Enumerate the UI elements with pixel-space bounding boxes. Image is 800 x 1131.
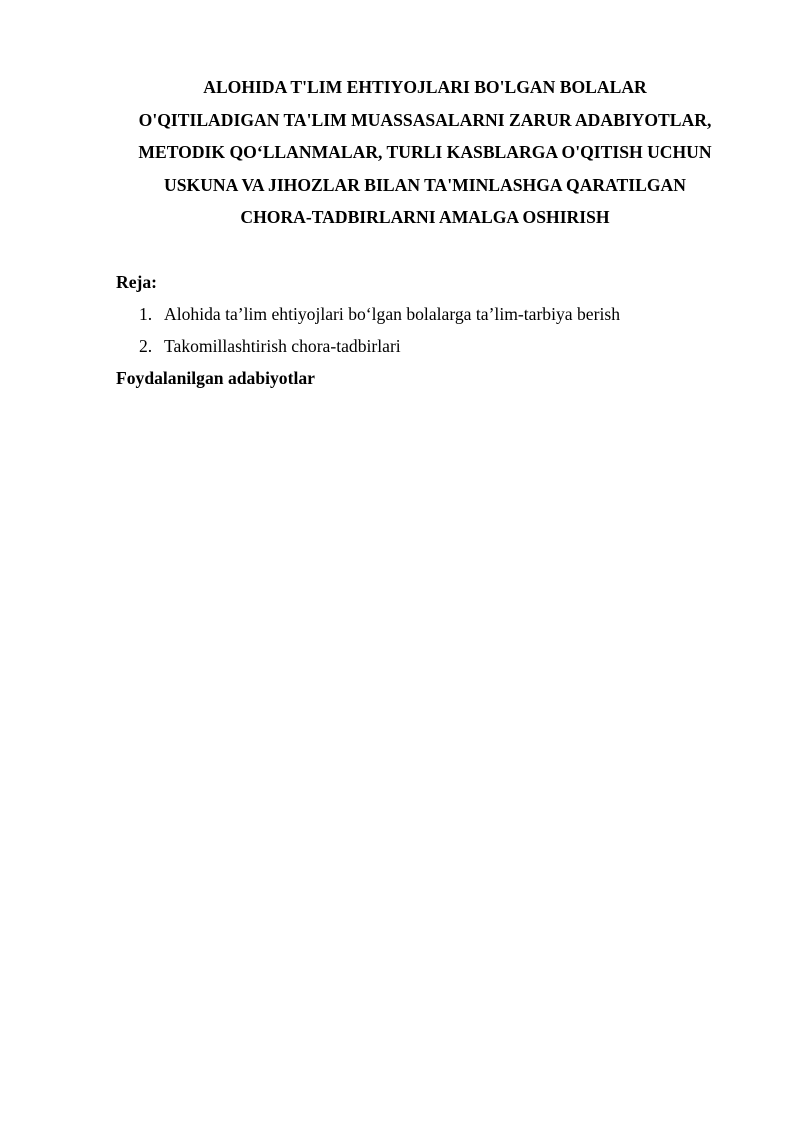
plan-item (116, 298, 756, 330)
plan-item-number: 1. (139, 304, 153, 324)
title-line: CHORA-TADBIRLARNI AMALGA OSHIRISH (240, 207, 610, 228)
plan-heading: Reja: (116, 272, 158, 292)
title-line: USKUNA VA JIHOZLAR BILAN TA'MINLASHGA QARATILGAN (164, 174, 686, 195)
title-line: O'QITILADIGAN TA'LIM MUASSASALARNI ZARUR ADABIYOTLAR, (138, 109, 712, 130)
plan-item-text: Alohida ta’lim ehtiyojlari bo‘lgan bolalarga ta’lim-tarbiya berish (164, 304, 620, 324)
plan-section (116, 266, 756, 394)
plan-item-text: Takomillashtirish chora-tadbirlari (164, 336, 401, 356)
document-title (110, 71, 740, 234)
title-line: METODIK QO‘LLANMALAR, TURLI KASBLARGA O'QITISH UCHUN (138, 142, 712, 163)
plan-item-number: 2. (139, 336, 153, 356)
references-heading: Foydalanilgan adabiyotlar (116, 368, 315, 388)
title-line: ALOHIDA T'LIM EHTIYOJLARI BO'LGAN BOLALAR (203, 77, 647, 97)
plan-list (116, 298, 756, 362)
plan-item (116, 330, 756, 362)
